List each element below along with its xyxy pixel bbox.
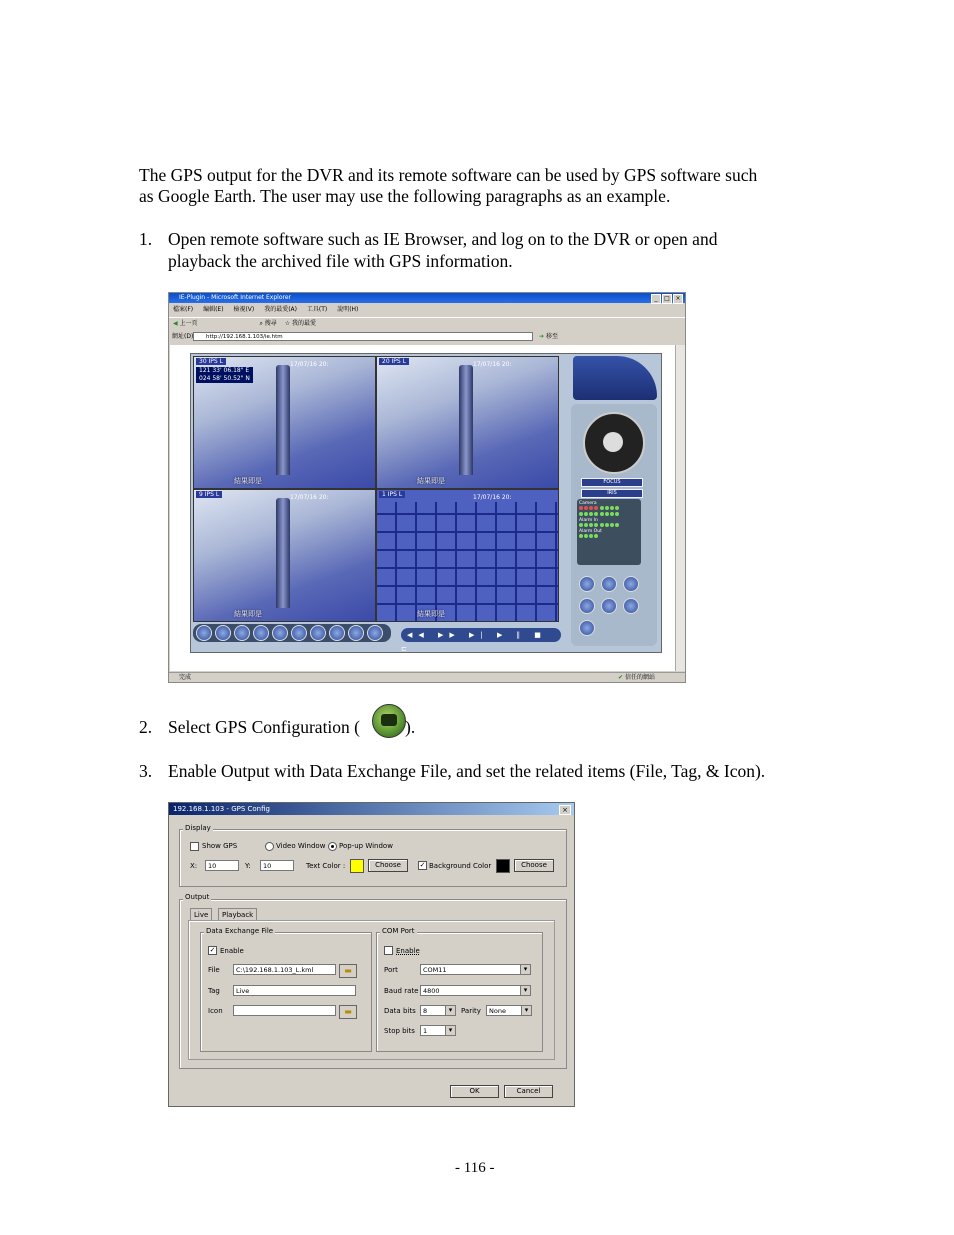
output-group-label: Output [185,893,210,901]
camera-caption: 結果即是 [234,477,262,485]
data-bits-select[interactable]: 8 ▾ [420,1005,456,1016]
camera-label: 9 IPS L [196,491,222,498]
favorites-icon[interactable]: ☆ [284,320,291,327]
step-2-text-after: ). [405,717,416,737]
go-label: 移至 [545,333,558,340]
com-port-group-label: COM Port [382,927,415,935]
tab-live[interactable]: Live [190,908,212,921]
cancel-button[interactable]: Cancel [504,1085,553,1098]
stop-bits-select[interactable]: 1 ▾ [420,1025,456,1036]
grid-image [377,502,558,621]
playback-control-bar[interactable] [401,628,561,653]
background-color-swatch [496,859,510,873]
baud-rate-select[interactable]: 4800 ▾ [420,985,531,996]
layout-button-icon[interactable] [367,625,383,641]
ie-status-bar [169,672,685,682]
parity-label: Parity [461,1007,481,1015]
maximize-icon[interactable]: □ [662,294,672,304]
step-2-text-before: Select GPS Configuration ( [168,717,360,737]
background-color-choose-button[interactable]: Choose [514,859,554,872]
close-icon[interactable]: × [673,294,683,304]
background-color-checkbox[interactable]: ✓ [419,861,426,869]
playback-controls-icon[interactable]: ◀◀ ▶▶ ▶| ▶ ‖ ■ ⊏ [401,631,547,653]
gps-overlay [196,367,253,383]
ptz-control-panel [571,404,657,646]
gps-config-button-icon[interactable] [579,620,595,636]
step-1-line-2: playback the archived file with GPS information. [168,251,513,271]
baud-rate-label: Baud rate [384,987,419,995]
layout-button-icon[interactable] [272,625,288,641]
page-number: - 116 - [455,1160,495,1176]
com-enable-label: Enable [396,947,420,955]
menu-file[interactable]: 檔案(F) [173,306,194,313]
close-icon[interactable]: × [559,805,571,815]
alarm-in-label: Alarm In [579,518,598,523]
back-button[interactable]: 上一頁 [179,320,198,327]
status-text: 完成 [179,674,192,681]
data-bits-label: Data bits [384,1007,416,1015]
step-3-number: 3. [139,761,153,781]
go-arrow-icon: ➔ [539,333,545,340]
menu-favorites[interactable]: 我的最愛(A) [264,306,297,313]
gps-configuration-icon [372,704,406,738]
camera-label: 20 IPS L [379,358,409,365]
parity-select[interactable]: None ▾ [486,1005,532,1016]
popup-window-label: Pop-up Window [339,842,393,850]
dialog-title-bar [169,803,574,815]
camera-caption: 結果即是 [234,610,262,618]
menu-tools[interactable]: 工具(T) [306,306,328,313]
camera-timestamp: 17/07/16 20: [290,494,329,501]
show-gps-checkbox[interactable] [190,842,199,851]
port-select[interactable]: COM11 ▾ [420,964,531,975]
text-color-choose-button[interactable]: Choose [368,859,408,872]
camera-view-1[interactable] [193,356,376,489]
stop-bits-label: Stop bits [384,1027,415,1035]
go-button[interactable] [539,331,558,340]
address-input[interactable]: http://192.168.1.103/ie.htm [193,332,533,341]
x-label: X: [190,862,198,870]
y-label: Y: [245,862,251,870]
zoom-center-icon[interactable] [603,432,623,452]
favorites-button[interactable]: 我的最愛 [292,320,317,327]
tower-image [459,365,473,475]
camera-view-4[interactable] [376,489,559,622]
menu-edit[interactable]: 編輯(E) [203,306,224,313]
tool-button-icon[interactable] [579,576,595,592]
file-input[interactable]: C:\192.168.1.103_L.kml [233,964,336,975]
camera-view-2[interactable] [376,356,559,489]
minimize-icon[interactable]: _ [651,294,661,304]
status-led-panel [577,499,641,565]
display-group [179,829,567,887]
tool-button-icon[interactable] [623,576,639,592]
dvr-viewer [190,353,662,653]
tool-button-icon[interactable] [601,598,617,614]
ie-browser-screenshot [168,292,686,683]
camera-timestamp: 17/07/16 20: [290,361,329,368]
layout-button-icon[interactable] [348,625,364,641]
tower-image [276,498,290,608]
icon-label: Icon [208,1007,223,1015]
x-input[interactable]: 10 [205,860,239,871]
popup-window-radio[interactable] [328,842,337,851]
tool-button-icon[interactable] [579,598,595,614]
tower-image [276,365,290,475]
data-exchange-group-label: Data Exchange File [206,927,274,935]
tag-input[interactable]: Live [233,985,356,996]
com-enable-checkbox[interactable] [384,946,393,955]
layout-button-bar [193,624,391,642]
alarm-out-label: Alarm Out [579,529,602,534]
gps-config-dialog [168,802,575,1107]
step-1-line-1: Open remote software such as IE Browser, and log on to the DVR or open and [168,229,718,249]
step-3-line-1: Enable Output with Data Exchange File, and set the related items (File, Tag, & Icon). [168,761,766,781]
icon-input[interactable] [233,1005,336,1016]
layout-button-icon[interactable] [234,625,250,641]
layout-button-icon[interactable] [253,625,269,641]
layout-button-icon[interactable] [196,625,212,641]
camera-leds-label: Camera [579,501,597,506]
iris-control[interactable]: IRIS [581,489,643,498]
file-label: File [208,966,220,974]
text-color-label: Text Color : [306,862,346,870]
dvr-logo-panel [573,356,657,400]
step-2-number: 2. [139,717,153,737]
menu-help[interactable]: 說明(H) [337,306,359,313]
display-group-label: Display [185,824,211,832]
port-label: Port [384,966,398,974]
data-exchange-enable-checkbox[interactable]: ✓ [209,946,216,954]
video-window-radio[interactable] [265,842,274,851]
vertical-scrollbar[interactable] [675,345,685,671]
ok-button[interactable]: OK [450,1085,499,1098]
layout-button-icon[interactable] [215,625,231,641]
browser-content [170,345,678,671]
ie-title: IE-Plugin - Microsoft Internet Explorer [179,294,291,301]
tool-button-icon[interactable] [623,598,639,614]
ptz-direction-pad[interactable] [583,412,645,474]
layout-button-icon[interactable] [310,625,326,641]
video-window-label: Video Window [276,842,326,850]
tab-playback[interactable]: Playback [218,908,257,921]
file-browse-folder-icon[interactable]: ▬ [339,964,357,978]
camera-caption: 結果即是 [417,610,445,618]
menu-view[interactable]: 檢視(V) [233,306,255,313]
ie-toolbar [169,317,685,329]
intro-line-1: The GPS output for the DVR and its remote software can be used by GPS software such [139,165,758,185]
search-icon[interactable]: ⌕ [259,320,263,327]
trusted-sites-icon: ✔ [618,674,624,681]
show-gps-label: Show GPS [202,842,238,850]
step-1-number: 1. [139,229,153,249]
ie-title-bar [169,293,685,303]
trusted-sites-label: 信任的網站 [624,674,655,681]
address-label: 網址(D) [172,333,194,340]
tag-label: Tag [208,987,220,995]
camera-timestamp: 17/07/16 20: [473,494,512,501]
camera-view-3[interactable] [193,489,376,622]
ie-menu-bar [169,304,685,315]
background-color-label: Background Color [429,862,492,870]
camera-timestamp: 17/07/16 20: [473,361,512,368]
back-icon[interactable]: ◀ [173,320,178,327]
intro-line-2: as Google Earth. The user may use the following paragraphs as an example. [139,186,671,206]
search-button[interactable]: 搜尋 [264,320,277,327]
data-exchange-enable-label: Enable [220,947,244,955]
gps-latitude: 024 58' 50.52" N [199,375,250,382]
tool-button-icon[interactable] [601,576,617,592]
camera-label: 30 IPS L [196,358,226,365]
layout-button-icon[interactable] [329,625,345,641]
camera-label: 1 IPS L [379,491,405,498]
layout-button-icon[interactable] [291,625,307,641]
gps-longitude: 121 33' 06.18" E [199,367,250,374]
y-input[interactable]: 10 [260,860,294,871]
focus-control[interactable]: FOCUS [581,478,643,487]
text-color-swatch [350,859,364,873]
icon-browse-folder-icon[interactable]: ▬ [339,1005,357,1019]
dialog-title: 192.168.1.103 - GPS Config [173,805,270,813]
camera-caption: 結果即是 [417,477,445,485]
